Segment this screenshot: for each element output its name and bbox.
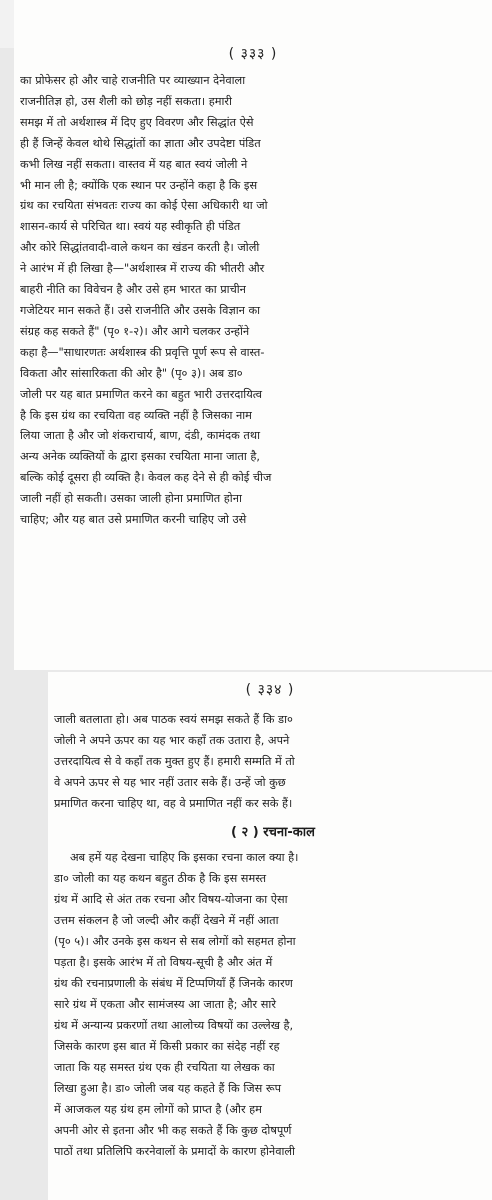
text-line: का प्रोफेसर हो और चाहे राजनीति पर व्याख्यान देनेवाला: [20, 74, 246, 87]
text-line: और कोरे सिद्धांतवादी-वाले कथन का खंडन करती है। जोली: [20, 241, 260, 255]
text-line: लिया जाता है और जो शंकराचार्य, बाण, दंडी, कामंदक तथा: [20, 429, 260, 443]
text-line: जिसके कारण इस बात में किसी प्रकार का संदेह नहीं रह: [54, 1040, 280, 1053]
page-number: ( ३३३ ): [228, 46, 278, 62]
text-line: ही हैं जिन्हें केवल थोथे सिद्धांतों का ज्ञाता और उपदेष्टा पंडित: [20, 136, 261, 150]
scanned-page-333: [14, 0, 492, 670]
text-line: ग्रंथ में आदि से अंत तक रचना और विषय-योजना का ऐसा: [54, 893, 288, 906]
section-heading: ( २ ) रचना-काल: [231, 825, 315, 840]
text-line: ने आरंभ में ही लिखा है—"अर्थशास्त्र में राज्य की भीतरी और: [20, 262, 265, 276]
text-line: जोली पर यह बात प्रमाणित करने का बहुत भारी उत्तरदायित्व: [20, 387, 263, 401]
text-line: बाहरी नीति का विवेचन है और उसे हम भारत का प्राचीन: [20, 283, 246, 297]
text-line: कभी लिख नहीं सकता। वास्तव में यह बात स्वयं जोली ने: [20, 157, 248, 171]
text-line: डा० जोली का यह कथन बहुत ठीक है कि इस समस्त: [54, 872, 267, 885]
page-body-text: [48, 699, 492, 1162]
text-line: लिखा हुआ है। डा० जोली जब यह कहते हैं कि जिस रूप: [54, 1082, 282, 1095]
text-line: जाली बतलाता हो। अब पाठक स्वयं समझ सकते हैं कि डा०: [54, 713, 293, 726]
text-line: प्रमाणित करना चाहिए था, वह वे प्रमाणित नहीं कर सके हैं।: [54, 797, 293, 810]
text-line: उत्तम संकलन है जो जल्दी और कहीं देखने में नहीं आता: [54, 914, 279, 927]
text-line: बल्कि कोई दूसरा ही व्यक्ति है। केवल कह देने से ही कोई चीज: [20, 471, 272, 485]
text-line: जोली ने अपने ऊपर का यह भार कहाँ तक उतारा है, अपने: [54, 734, 290, 747]
text-line: में आजकल यह ग्रंथ हम लोगों को प्राप्त है (और हम: [54, 1103, 262, 1116]
text-line: अपनी ओर से इतना और भी कह सकते हैं कि कुछ दोषपूर्ण: [54, 1124, 292, 1137]
text-line: ग्रंथ की रचनाप्रणाली के संबंध में टिप्पणियाँ हैं जिनके कारण: [54, 977, 293, 990]
text-line: ग्रंथ में अन्यान्य प्रकरणों तथा आलोच्य विषयों का उल्लेख है,: [54, 1019, 294, 1032]
text-line: अब हमें यह देखना चाहिए कि इसका रचना काल क्या है।: [70, 851, 299, 864]
text-line: चाहिए; और यह बात उसे प्रमाणित करनी चाहिए जो उसे: [20, 513, 247, 527]
text-line: ग्रंथ का रचयिता संभवतः राज्य का कोई ऐसा अधिकारी था जो: [20, 199, 268, 213]
text-line: (पृ० ५)। और उनके इस कथन से सब लोगों को सहमत होना: [54, 935, 296, 948]
text-line: वे अपने ऊपर से यह भार नहीं उतार सके हैं। उन्हें जो कुछ: [54, 776, 286, 789]
page-number: ( ३३४ ): [245, 682, 295, 698]
page-body-text: [14, 63, 492, 531]
text-line: राजनीतिज्ञ हो, उस शैली को छोड़ नहीं सकता। हमारी: [20, 94, 232, 108]
text-line: पड़ता है। इसके आरंभ में तो विषय-सूची है और अंत में: [54, 956, 273, 969]
text-line: गजेटियर मान सकते हैं। उसे राजनीति और उसके विज्ञान का: [20, 303, 261, 317]
text-line: शासन-कार्य से परिचित था। स्वयं यह स्वीकृति ही पंडित: [20, 220, 241, 234]
text-line: अन्य अनेक व्यक्तियों के द्वारा इसका रचयिता माना जाता है,: [20, 450, 260, 464]
scanned-page-334: [48, 672, 492, 1200]
text-line: भी मान ली है; क्योंकि एक स्थान पर उन्होंने कहा है कि इस: [20, 178, 258, 192]
text-line: उत्तरदायित्व से वे कहाँ तक मुक्त हुए हैं। हमारी सम्मति में तो: [54, 755, 295, 768]
text-line: विकता और सांसारिकता की ओर है" (पृ० ३)। अब डा०: [20, 366, 243, 380]
text-line: है कि इस ग्रंथ का रचयिता वह व्यक्ति नहीं है जिसका नाम: [20, 408, 252, 422]
text-line: पाठों तथा प्रतिलिपि करनेवालों के प्रमादों के कारण होनेवाली: [54, 1145, 295, 1158]
text-line: जाता कि यह समस्त ग्रंथ एक ही रचयिता या लेखक का: [54, 1061, 275, 1074]
text-line: समझ में तो अर्थशास्त्र में दिए हुए विवरण और सिद्धांत ऐसे: [20, 115, 254, 129]
text-line: जाली नहीं हो सकती। उसका जाली होना प्रमाणित होना: [20, 492, 242, 506]
text-line: कहा है—"साधारणतः अर्थशास्त्र की प्रवृत्ति पूर्ण रूप से वास्त-: [20, 345, 265, 359]
text-line: सारे ग्रंथ में एकता और सामंजस्य आ जाता है; और सारे: [54, 998, 276, 1011]
text-line: संग्रह कह सकते हैं" (पृ० १-२)। और आगे चलकर उन्होंने: [20, 324, 250, 338]
